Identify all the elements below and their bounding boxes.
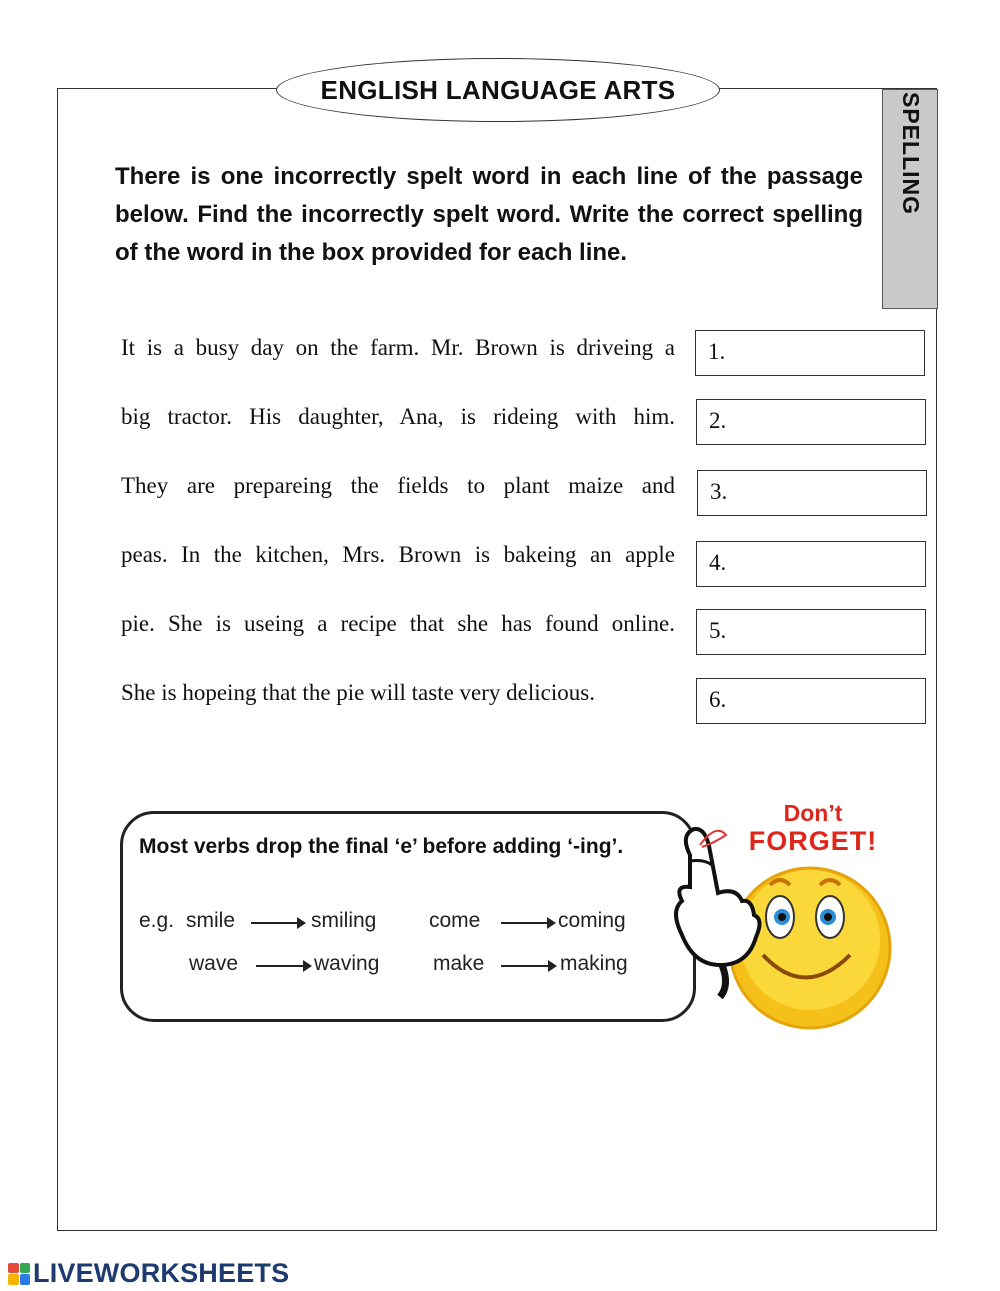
example-to-4: making [560,952,628,975]
instructions: There is one incorrectly spelt word in each line of the passage below. Find the incorrectly spelt word. Write the correct spelling of the word in the box provided for each line. [115,163,863,266]
tip-box [120,811,696,1022]
side-tab [882,89,938,309]
tip-rule: Most verbs drop the final ‘e’ before adding ‘-ing’. [139,835,624,858]
side-tab-label: SPELLING [898,92,924,216]
example-from-2: come [429,909,481,932]
example-from-1: smile [186,909,236,932]
arrow-icon [501,965,555,967]
answer-input-3[interactable] [736,477,920,511]
passage-line-6: She is hopeing that the pie will taste very delicious. [121,680,595,705]
eg-label: e.g. [139,909,175,932]
answer-input-1[interactable] [734,337,918,371]
answer-number: 6. [709,687,727,712]
brand-name: LIVEWORKSHEETS [33,1258,290,1288]
example-to-1: smiling [311,909,377,932]
page-title: ENGLISH LANGUAGE ARTS [320,74,676,105]
brand-logo [8,1258,289,1289]
answer-input-5[interactable] [735,616,919,650]
title-banner [276,58,720,122]
arrow-icon [256,965,310,967]
answer-number: 2. [709,408,727,433]
arrow-icon [251,922,304,924]
answer-input-4[interactable] [735,548,919,582]
dont-forget-line2: FORGET! [748,826,878,856]
answer-box-4[interactable] [696,541,926,587]
example-from-4: make [433,952,485,975]
example-to-2: coming [558,909,626,932]
arrow-icon [501,922,554,924]
passage-line-5: pie. She is useing a recipe that she has found online. [121,611,675,636]
answer-input-2[interactable] [735,406,919,440]
smiley-finger-icon [660,815,900,1040]
passage-line-2: big tractor. His daughter, Ana, is rideing with him. [121,404,675,429]
answer-number: 4. [709,550,727,575]
answer-box-5[interactable] [696,609,926,655]
example-to-3: waving [314,952,380,975]
dont-forget-line1: Don’t [783,800,843,826]
answer-box-2[interactable] [696,399,926,445]
example-from-3: wave [189,952,239,975]
passage-line-1: It is a busy day on the farm. Mr. Brown is driveing a [121,335,675,360]
passage-line-3: They are prepareing the fields to plant maize and [121,473,675,498]
answer-number: 3. [710,479,728,504]
answer-number: 5. [709,618,727,643]
answer-box-6[interactable] [696,678,926,724]
answer-input-6[interactable] [735,685,919,719]
answer-box-1[interactable] [695,330,925,376]
liveworksheets-icon [8,1263,30,1285]
answer-box-3[interactable] [697,470,927,516]
answer-number: 1. [708,339,726,364]
passage-line-4: peas. In the kitchen, Mrs. Brown is bakeing an apple [121,542,675,567]
